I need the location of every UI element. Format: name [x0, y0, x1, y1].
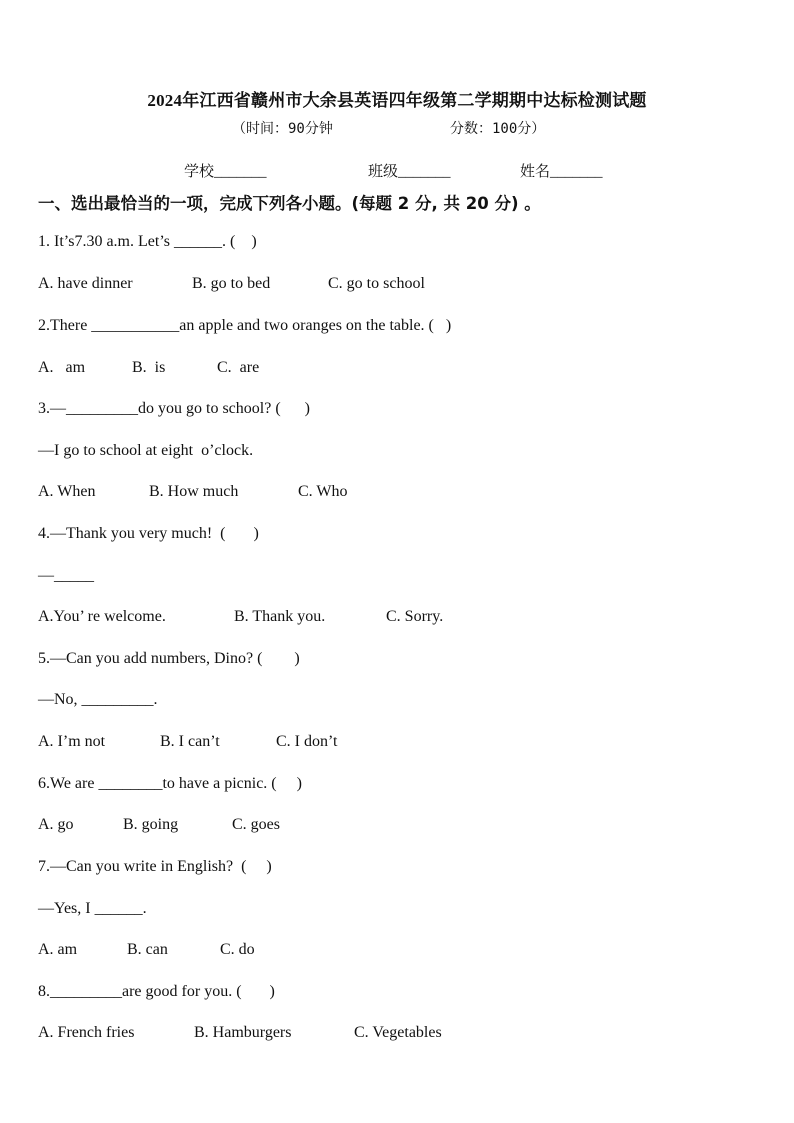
question-6-option-b: B. going [123, 816, 179, 833]
question-8-option-a: A. French fries [38, 1024, 135, 1041]
question-5-option-a: A. I’m not [38, 733, 106, 750]
question-8-option-b: B. Hamburgers [194, 1024, 292, 1041]
question-5-option-c: C. I don’t [276, 733, 338, 750]
question-2-option-a: A. am [38, 359, 86, 376]
question-3-option-a: A. When [38, 483, 96, 500]
question-6-stem: 6.We are ________to have a picnic. ( ) [38, 775, 302, 792]
exam-title: 2024年江西省赣州市大余县英语四年级第二学期期中达标检测试题 [147, 91, 647, 110]
question-2-option-c: C. are [217, 359, 260, 376]
question-4-option-b: B. Thank you. [234, 608, 326, 625]
question-4-option-a: A.You’ re welcome. [38, 608, 166, 625]
question-4-option-c: C. Sorry. [386, 608, 444, 625]
exam-time: （时间：90分钟 [232, 121, 333, 137]
question-8-option-c: C. Vegetables [354, 1024, 442, 1041]
question-7-option-a: A. am [38, 941, 78, 958]
question-3-option-c: C. Who [298, 483, 348, 500]
question-6-option-c: C. goes [232, 816, 280, 833]
question-3-stem: 3.—_________do you go to school? ( ) [38, 400, 310, 417]
question-7-reply: —Yes, I ______. [38, 900, 147, 917]
question-7-stem: 7.—Can you write in English? ( ) [38, 858, 272, 875]
question-4-stem: 4.—Thank you very much! ( ) [38, 525, 259, 542]
exam-score: 分数：100分） [450, 121, 546, 137]
question-7-option-c: C. do [220, 941, 255, 958]
class-field: 班级_______ [368, 164, 451, 180]
question-3-option-b: B. How much [149, 483, 239, 500]
question-2-option-b: B. is [132, 359, 166, 376]
question-7-option-b: B. can [127, 941, 168, 958]
question-3-reply: —I go to school at eight o’clock. [38, 442, 254, 459]
question-4-reply: —_____ [38, 567, 94, 584]
section-heading: 一、选出最恰当的一项，完成下列各小题。(每题 2 分, 共 20 分) 。 [38, 194, 541, 213]
question-1-option-b: B. go to bed [192, 275, 271, 292]
question-5-reply: —No, _________. [38, 691, 158, 708]
question-1-option-c: C. go to school [328, 275, 425, 292]
question-1-stem: 1. It’s7.30 a.m. Let’s ______. ( ) [38, 233, 257, 250]
question-8-stem: 8._________are good for you. ( ) [38, 983, 275, 1000]
school-field: 学校_______ [184, 164, 267, 180]
question-1-option-a: A. have dinner [38, 275, 133, 292]
question-2-stem: 2.There ___________an apple and two oranges on the table. ( ) [38, 317, 452, 334]
name-field: 姓名_______ [520, 164, 603, 180]
question-6-option-a: A. go [38, 816, 74, 833]
question-5-option-b: B. I can’t [160, 733, 220, 750]
question-5-stem: 5.—Can you add numbers, Dino? ( ) [38, 650, 300, 667]
